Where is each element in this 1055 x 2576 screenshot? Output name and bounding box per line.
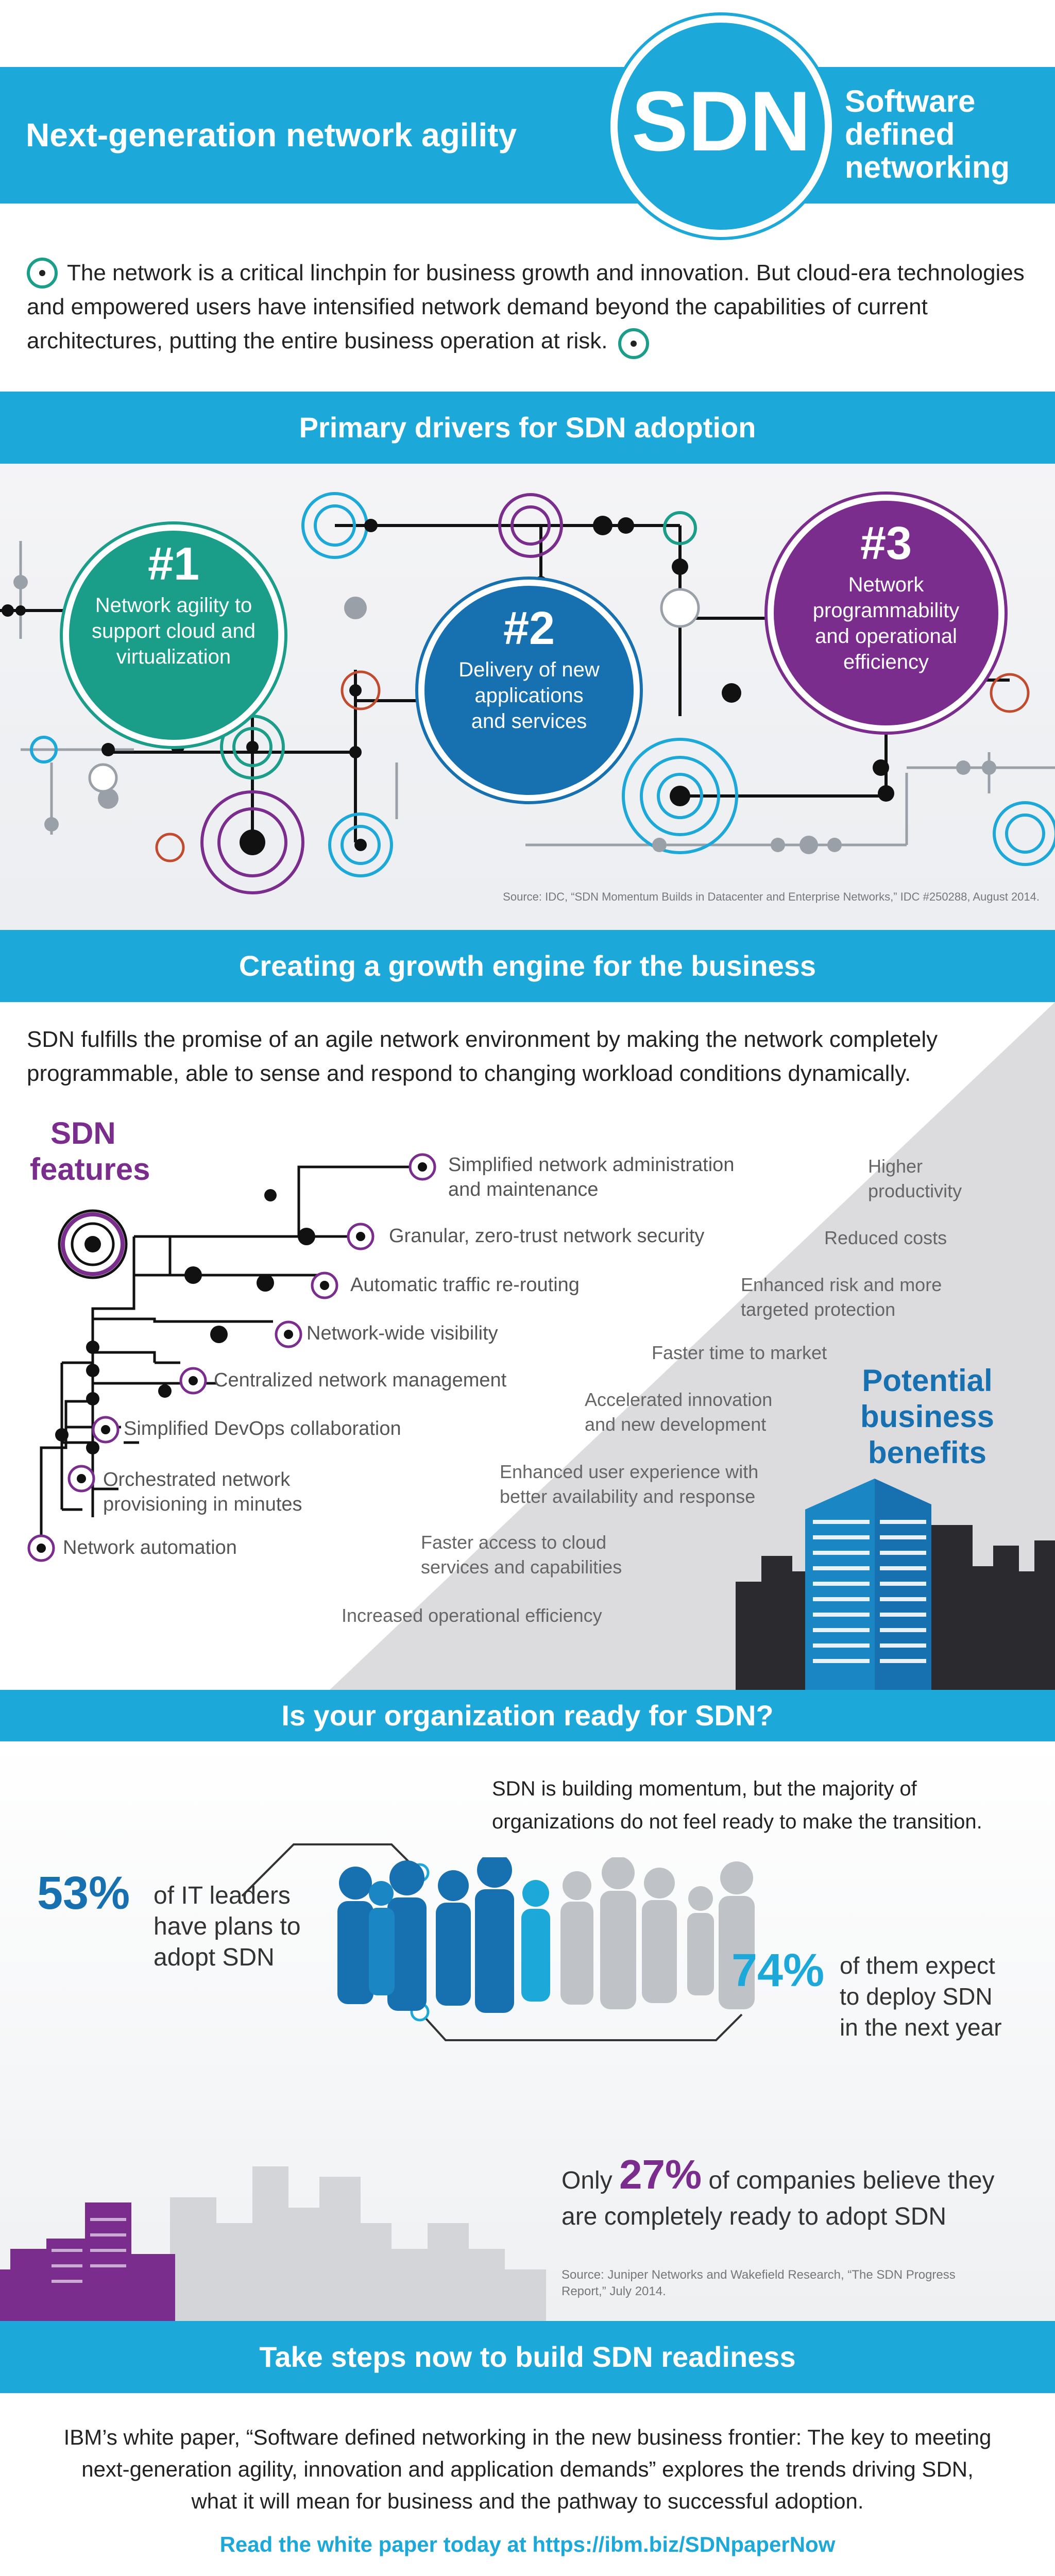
stat-53-value: 53% bbox=[37, 1868, 130, 1919]
stat-53 bbox=[37, 1868, 130, 1919]
steps-heading: Take steps now to build SDN readiness bbox=[259, 2341, 796, 2373]
growth-heading-band bbox=[0, 930, 1055, 1002]
driver-1-text: #1 Network agility to support cloud and virtualization bbox=[63, 536, 284, 670]
stat-27: Only 27% of companies believe they bbox=[561, 2151, 995, 2197]
intro-text: The network is a critical linchpin for business growth and innovation. But cloud-era technologies and empowered users have intensified network demand beyond the capabilities of current architectures, putting the entire business operation at risk. bbox=[27, 260, 1025, 353]
feature-item: Automatic traffic re-routing bbox=[350, 1274, 580, 1296]
benefit-item: Enhanced user experience with better availability and response bbox=[500, 1461, 759, 1507]
benefit-item: Higher productivity bbox=[868, 1156, 962, 1201]
header-title: Next-generation network agility bbox=[26, 116, 517, 154]
growth-heading: Creating a growth engine for the business bbox=[239, 950, 816, 982]
stat-27-prefix: Only bbox=[561, 2167, 612, 2194]
benefit-item: Reduced costs bbox=[824, 1227, 947, 1248]
growth-area bbox=[0, 1002, 1055, 1690]
driver-3-text: #3 Network programmability and operational efficiency bbox=[768, 515, 1005, 675]
stat-53-text: of IT leaders have plans to adopt SDN bbox=[154, 1882, 301, 1971]
feature-item: Simplified DevOps collaboration bbox=[124, 1418, 401, 1439]
stat-74-value: 74% bbox=[731, 1945, 825, 1996]
benefit-item: Faster access to cloud services and capabilities bbox=[421, 1532, 622, 1578]
driver-2-number: #2 bbox=[503, 603, 555, 654]
white-paper-link[interactable]: Read the white paper today at https://ibm.biz/SDNpaperNow bbox=[219, 2532, 836, 2556]
drivers-source: Source: IDC, “SDN Momentum Builds in Datacenter and Enterprise Networks,” IDC #250288, August 2014. bbox=[503, 890, 1040, 903]
people-illustration bbox=[319, 1857, 783, 2043]
benefit-item: Increased operational efficiency bbox=[342, 1605, 602, 1626]
ready-area bbox=[0, 1741, 1055, 2321]
growth-intro: SDN fulfills the promise of an agile network environment by making the network completely programmable, able to sense and respond to changing workload conditions dynamically. bbox=[27, 1027, 938, 1086]
stat-74 bbox=[731, 1945, 824, 1996]
city-building-illustration bbox=[725, 1468, 1055, 1690]
benefit-item: Enhanced risk and more targeted protection bbox=[741, 1274, 942, 1320]
ready-intro: SDN is building momentum, but the majority of organizations do not feel ready to make the transition. bbox=[492, 1777, 982, 1833]
ready-heading: Is your organization ready for SDN? bbox=[281, 1699, 774, 1732]
feature-item: Granular, zero-trust network security bbox=[389, 1225, 705, 1247]
stat-27-line2: are completely ready to adopt SDN bbox=[561, 2203, 947, 2230]
ready-source: Source: Juniper Networks and Wakefield Research, “The SDN Progress Report,” July 2014. bbox=[561, 2268, 956, 2298]
features-title: SDN features bbox=[30, 1116, 150, 1187]
drivers-network-area bbox=[0, 464, 1055, 930]
benefit-item: Accelerated innovation and new development bbox=[585, 1389, 773, 1435]
feature-item: Network automation bbox=[63, 1537, 237, 1558]
stat-27-value: 27% bbox=[619, 2151, 702, 2197]
drivers-heading: Primary drivers for SDN adoption bbox=[299, 411, 756, 444]
benefits-title: Potential business benefits bbox=[860, 1363, 995, 1470]
driver-1-number: #1 bbox=[147, 538, 200, 590]
drivers-heading-band bbox=[0, 392, 1055, 464]
sdn-badge-text: SDN bbox=[631, 74, 811, 168]
header-subtitle: Software defined networking bbox=[845, 84, 1010, 184]
driver-2-text: #2 Delivery of new applications and services bbox=[418, 600, 640, 734]
stat-74-text: of them expect to deploy SDN in the next year bbox=[840, 1952, 1002, 2041]
benefit-item: Faster time to market bbox=[652, 1342, 827, 1363]
intro-end-icon bbox=[618, 328, 649, 359]
driver-3-number: #3 bbox=[860, 518, 912, 569]
skyline-illustration bbox=[0, 2146, 546, 2321]
steps-heading-band bbox=[0, 2321, 1055, 2393]
ready-heading-band bbox=[0, 1690, 1055, 1741]
steps-body: IBM’s white paper, “Software defined networking in the new business frontier: The key to meeting next-generation agility, innovation and application demands” explores the trends driving SDN, what it will mean for business and the pathway to successful adoption. bbox=[63, 2425, 992, 2513]
feature-item: Simplified network administration and maintenance bbox=[448, 1154, 735, 1200]
feature-item: Network-wide visibility bbox=[307, 1323, 498, 1344]
feature-item: Centralized network management bbox=[214, 1369, 507, 1391]
feature-item: Orchestrated network provisioning in minutes bbox=[103, 1469, 302, 1515]
